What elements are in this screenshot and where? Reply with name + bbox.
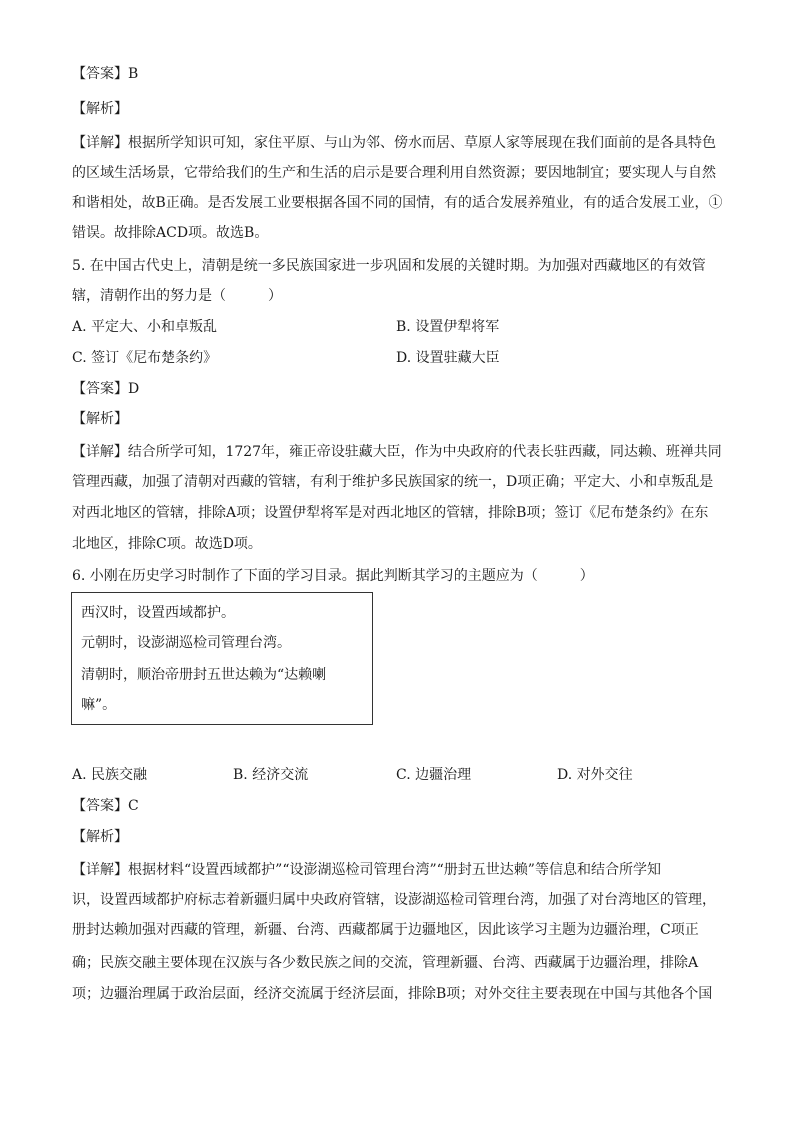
q6-detail-line: 确；民族交融主要体现在汉族与各少数民族之间的交流，管理新疆、台湾、西藏属于边疆治理，排除A — [72, 955, 699, 971]
q4-detail-line: 【详解】根据所学知识可知，家住平原、与山为邻、傍水而居、草原人家等展现在我们面前的是各具特色 — [72, 135, 716, 151]
q6-detail-line: 【详解】根据材料“设置西域都护”“设澎湖巡检司管理台湾”“册封五世达赖”等信息和结合所学知 — [72, 862, 661, 878]
q6-option-b: B. 经济交流 — [233, 767, 309, 783]
q5-option-c: C. 签订《尼布楚条约》 — [72, 350, 218, 366]
q4-answer: 【答案】B — [72, 66, 139, 82]
q6-box-line: 嘛”。 — [81, 697, 117, 713]
q6-option-a: A. 民族交融 — [72, 767, 148, 783]
q4-detail-line: 错误。故排除ACD项。故选B。 — [72, 225, 269, 241]
q6-detail-line: 项；边疆治理属于政治层面，经济交流属于经济层面，排除B项；对外交往主要表现在中国与其他各个国 — [72, 986, 713, 1002]
q6-box-line: 元朝时，设澎湖巡检司管理台湾。 — [81, 635, 291, 651]
q5-detail-line: 北地区，排除C项。故选D项。 — [72, 536, 262, 552]
q4-detail-line: 和谐相处，故B正确。是否发展工业要根据各国不同的国情，有的适合发展养殖业，有的适合发展工业，① — [72, 195, 723, 211]
q6-detail-line: 册封达赖加强对西藏的管理，新疆、台湾、西藏都属于边疆地区，因此该学习主题为边疆治理，C项正 — [72, 922, 699, 938]
q4-analysis-label: 【解析】 — [72, 101, 128, 117]
q4-detail-line: 的区域生活场景，它带给我们的生产和生活的启示是要合理利用自然资源；要因地制宜；要实现人与自然 — [72, 165, 716, 181]
q6-box-line: 清朝时，顺治帝册封五世达赖为“达赖喇 — [81, 667, 327, 683]
q6-option-c: C. 边疆治理 — [396, 767, 472, 783]
q5-stem-line: 5. 在中国古代史上，清朝是统一多民族国家进一步巩固和发展的关键时期。为加强对西藏地区的有效管 — [72, 258, 706, 274]
q5-analysis-label: 【解析】 — [72, 411, 128, 427]
q5-option-b: B. 设置伊犁将军 — [396, 319, 500, 335]
q5-answer: 【答案】D — [72, 381, 140, 397]
q6-stem: 6. 小刚在历史学习时制作了下面的学习目录。据此判断其学习的主题应为（ ） — [72, 568, 594, 584]
q6-study-outline-box — [71, 592, 373, 725]
q5-stem-line: 辖，清朝作出的努力是（ ） — [72, 288, 282, 304]
q6-answer: 【答案】C — [72, 798, 139, 814]
q5-detail-line: 管理西藏，加强了清朝对西藏的管辖，有利于维护多民族国家的统一，D项正确；平定大、小和卓叛乱是 — [72, 474, 714, 490]
q6-option-d: D. 对外交往 — [557, 767, 633, 783]
q6-detail-line: 识，设置西域都护府标志着新疆归属中央政府管辖，设澎湖巡检司管理台湾，加强了对台湾地区的管理， — [72, 892, 716, 908]
q6-box-line: 西汉时，设置西域都护。 — [81, 605, 235, 621]
q5-detail-line: 对西北地区的管辖，排除A项；设置伊犁将军是对西北地区的管辖，排除B项；签订《尼布楚条约》在东 — [72, 505, 709, 521]
q5-option-d: D. 设置驻藏大臣 — [396, 350, 500, 366]
q6-analysis-label: 【解析】 — [72, 829, 128, 845]
q5-detail-line: 【详解】结合所学可知，1727年，雍正帝设驻藏大臣，作为中央政府的代表长驻西藏，同达赖、班禅共同 — [72, 444, 722, 460]
q5-option-a: A. 平定大、小和卓叛乱 — [72, 319, 218, 335]
